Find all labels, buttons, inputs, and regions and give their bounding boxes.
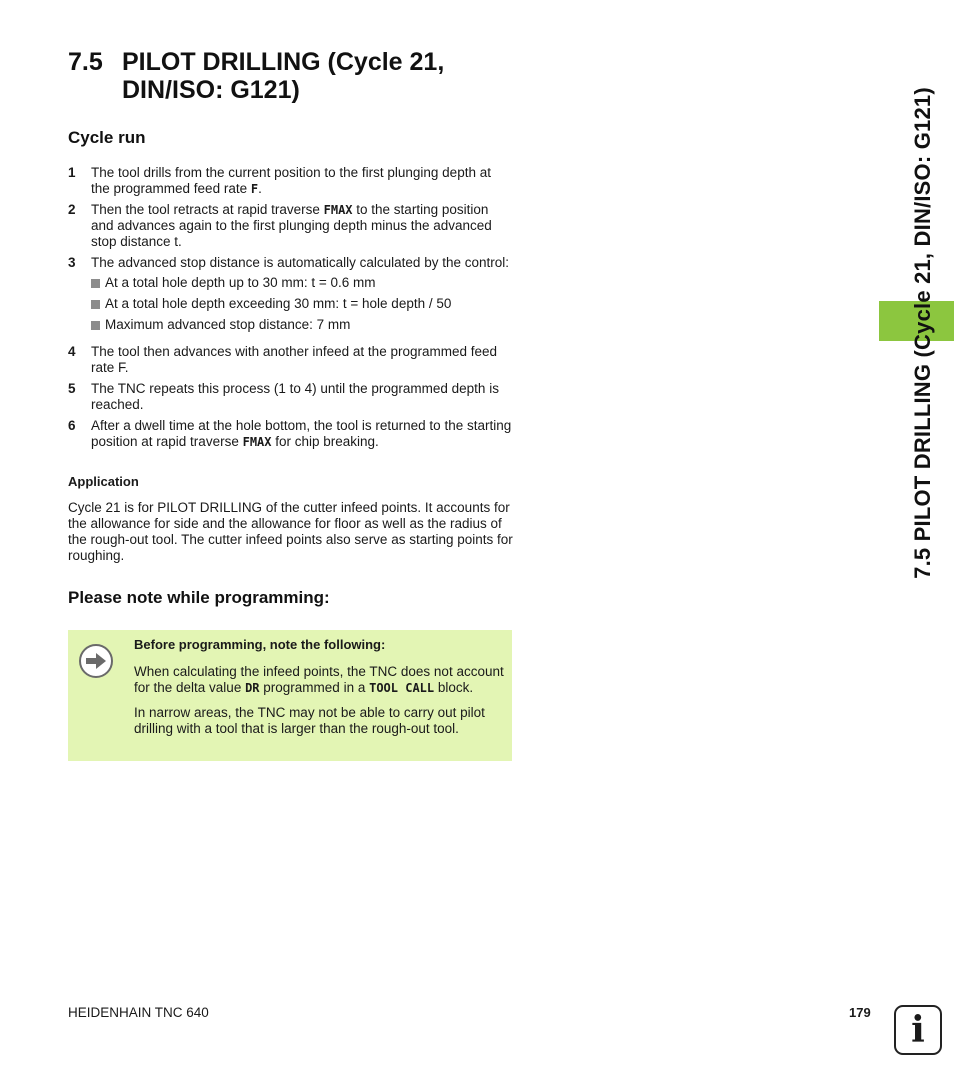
code-token: F — [250, 182, 259, 196]
section-heading — [122, 48, 522, 104]
note-text: block. — [434, 680, 474, 695]
bullet-square-icon — [91, 279, 100, 288]
side-title-text: 7.5 PILOT DRILLING (Cycle 21, DIN/ISO: G121) — [910, 87, 935, 579]
section-heading-line2: DIN/ISO: G121) — [122, 76, 300, 104]
section-heading-line1: PILOT DRILLING (Cycle 21, — [122, 48, 445, 76]
note-paragraph: In narrow areas, the TNC may not be able to carry out pilot drilling with a tool that is larger than the rough-out tool. — [134, 705, 485, 736]
step-text: Then the tool retracts at rapid traverse — [91, 202, 324, 217]
note-text: programmed in a — [259, 680, 370, 695]
notes-heading: Please note while programming: — [68, 588, 330, 607]
bullet-square-icon — [91, 300, 100, 309]
arrow-right-icon — [79, 644, 113, 678]
footer-manual-name: HEIDENHAIN TNC 640 — [68, 1005, 209, 1020]
step-text: The TNC repeats this process (1 to 4) until the programmed depth is reached. — [91, 381, 499, 412]
step-item — [68, 202, 513, 250]
step-number: 6 — [68, 418, 76, 433]
step-number: 1 — [68, 165, 76, 180]
step-number: 3 — [68, 255, 76, 270]
step-text: The advanced stop distance is automatically calculated by the control: — [91, 255, 509, 270]
code-token: FMAX — [323, 203, 353, 217]
note-paragraph — [134, 664, 504, 696]
code-token: FMAX — [242, 435, 272, 449]
step-item — [68, 255, 513, 333]
step-item — [68, 344, 513, 376]
code-token: TOOL CALL — [369, 681, 435, 695]
code-token: DR — [245, 681, 260, 695]
note-text: When calculating the infeed points, the TNC does not account for the delta value — [134, 664, 504, 695]
bullet-list — [91, 275, 513, 333]
step-text: The tool drills from the current position to the first plunging depth at the programmed feed rate — [91, 165, 491, 196]
cycle-run-heading: Cycle run — [68, 128, 146, 147]
application-text: Cycle 21 is for PILOT DRILLING of the cutter infeed points. It accounts for the allowance for side and the allowance for floor as well as the radius of the rough-out tool. The cutter infeed points also serve as starting points for roughing. — [68, 500, 513, 563]
bullet-text: At a total hole depth exceeding 30 mm: t = hole depth / 50 — [105, 296, 452, 311]
step-text: After a dwell time at the hole bottom, the tool is returned to the starting position at rapid traverse — [91, 418, 512, 449]
info-icon[interactable] — [894, 1005, 942, 1055]
cycle-run-steps — [68, 165, 513, 455]
page-number: 179 — [849, 1005, 871, 1020]
bullet-square-icon — [91, 321, 100, 330]
info-glyph: i — [911, 1009, 925, 1051]
step-item — [68, 165, 513, 197]
step-text-end: for chip breaking. — [271, 434, 379, 449]
section-number: 7.5 — [68, 48, 103, 76]
step-number: 2 — [68, 202, 76, 217]
note-box — [68, 630, 512, 761]
step-text-end: . — [258, 181, 262, 196]
step-number: 4 — [68, 344, 76, 359]
bullet-item — [91, 275, 513, 291]
note-content — [134, 637, 504, 746]
bullet-item — [91, 317, 513, 333]
bullet-item — [91, 296, 513, 312]
application-heading: Application — [68, 474, 139, 489]
note-title: Before programming, note the following: — [134, 637, 386, 652]
step-number: 5 — [68, 381, 76, 396]
step-item — [68, 418, 513, 450]
step-text-end: to the starting position and advances again to the first plunging depth minus the advanced stop distance t. — [91, 202, 492, 249]
bullet-text: At a total hole depth up to 30 mm: t = 0.6 mm — [105, 275, 376, 290]
step-item — [68, 381, 513, 413]
bullet-text: Maximum advanced stop distance: 7 mm — [105, 317, 351, 332]
step-text: The tool then advances with another infeed at the programmed feed rate F. — [91, 344, 498, 375]
